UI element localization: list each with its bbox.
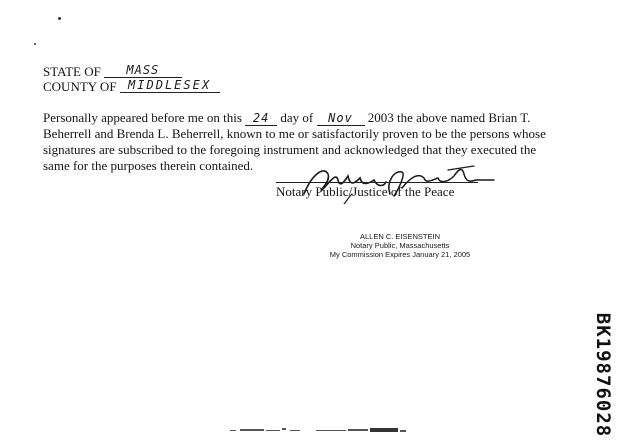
book-page-stamp (585, 310, 620, 440)
state-label: STATE OF (43, 64, 101, 79)
county-label: COUNTY OF (43, 79, 117, 94)
scan-artifact-smudge (230, 424, 410, 438)
ack-day: 24 (245, 112, 277, 126)
ack-text-part2: day of (280, 110, 314, 125)
ack-month: Nov (317, 112, 365, 126)
book-page-ref: BK19876028 (592, 312, 615, 438)
ack-text-part1: Personally appeared before me on this (43, 110, 242, 125)
notary-name: ALLEN C. EISENSTEIN (359, 232, 441, 241)
signature-line (276, 182, 478, 183)
state-value: MASS (104, 64, 182, 78)
county-value: MIDDLESEX (120, 79, 220, 93)
notary-title: Notary Public/Justice of the Peace (276, 184, 455, 199)
notary-stamp (300, 232, 500, 259)
ack-text-part3: 2003 the above named Brian T. Beherrell and Brenda L. Beherrell, known to me or satisfactorily proven to be the persons whose signatures are subscribed to the foregoing instrument and acknowledged that they executed the same for the purposes therein contained. (43, 110, 546, 173)
scan-speck (58, 17, 61, 20)
notary-office: Notary Public, Massachusetts (350, 241, 450, 250)
county-line (43, 79, 220, 95)
scan-speck (34, 43, 36, 45)
notary-commission: My Commission Expires January 21, 2005 (329, 250, 471, 259)
